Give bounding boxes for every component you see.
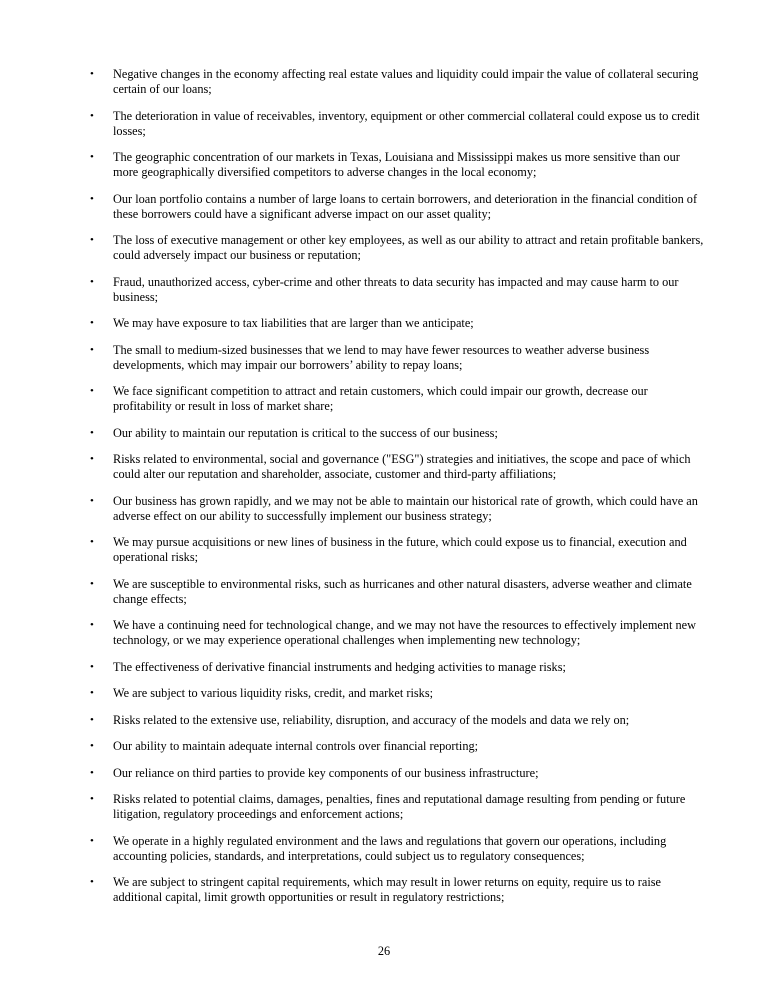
bullet-icon: •	[90, 536, 94, 548]
bullet-icon: •	[90, 234, 94, 246]
list-item	[90, 192, 705, 222]
bullet-text: Risks related to the extensive use, reliability, disruption, and accuracy of the models and data we rely on;	[113, 712, 630, 727]
bullet-icon: •	[90, 317, 94, 329]
bullet-icon: •	[90, 426, 94, 439]
bullet-text: We may have exposure to tax liabilities that are larger than we anticipate;	[113, 316, 474, 330]
bullet-icon: •	[90, 766, 94, 779]
bullet-text: The geographic concentration of our markets in Texas, Louisiana and Mississippi makes us more sensitive than our more geographically diversified competitors to adverse changes in the local economy;	[113, 150, 680, 179]
list-item	[90, 875, 705, 905]
bullet-text: Our ability to maintain adequate internal controls over financial reporting;	[113, 739, 479, 753]
bullet-icon: •	[90, 660, 94, 673]
bullet-text: The deterioration in value of receivables, inventory, equipment or other commercial collateral could expose us to credit losses;	[113, 108, 700, 138]
list-item	[90, 150, 705, 180]
bullet-icon: •	[90, 343, 94, 356]
bullet-icon: •	[90, 109, 94, 122]
list-item	[90, 384, 705, 414]
bullet-text: We operate in a highly regulated environment and the laws and regulations that govern our operations, including accounting policies, standards, and interpretations, could subject us to regulatory consequences;	[113, 833, 667, 863]
bullet-icon: •	[90, 68, 94, 80]
bullet-text: The small to medium-sized businesses that we lend to may have fewer resources to weather adverse business developments, which may impair our borrowers’ ability to repay loans;	[113, 342, 650, 372]
bullet-icon: •	[90, 619, 94, 631]
bullet-icon: •	[90, 453, 94, 465]
bullet-text: We are subject to various liquidity risks, credit, and market risks;	[113, 686, 434, 700]
bullet-text: We face significant competition to attract and retain customers, which could impair our growth, decrease our profitability or result in loss of market share;	[113, 384, 648, 413]
bullet-text: We are subject to stringent capital requirements, which may result in lower returns on equity, require us to raise additional capital, limit growth opportunities or result in regulatory restrictions;	[113, 875, 661, 904]
list-item	[90, 713, 705, 728]
bullet-text: Negative changes in the economy affecting real estate values and liquidity could impair the value of collateral securing certain of our loans;	[113, 67, 699, 96]
bullet-icon: •	[90, 192, 94, 205]
bullet-icon: •	[90, 834, 94, 847]
list-item	[90, 739, 705, 754]
bullet-text: We may pursue acquisitions or new lines of business in the future, which could expose us to financial, execution and operational risks;	[113, 535, 687, 564]
bullet-text: Risks related to potential claims, damages, penalties, fines and reputational damage resulting from pending or future litigation, regulatory proceedings and enforcement actions;	[113, 792, 686, 821]
list-item	[90, 426, 705, 441]
list-item	[90, 343, 705, 373]
bullet-icon: •	[90, 494, 94, 507]
list-item	[90, 316, 705, 331]
list-item	[90, 766, 705, 781]
list-item	[90, 660, 705, 675]
list-item	[90, 67, 705, 97]
bullet-icon: •	[90, 740, 94, 752]
list-item	[90, 618, 705, 648]
bullet-icon: •	[90, 577, 94, 590]
list-item	[90, 792, 705, 822]
list-item	[90, 577, 705, 607]
bullet-icon: •	[90, 385, 94, 397]
bullet-text: Fraud, unauthorized access, cyber-crime and other threats to data security has impacted and may cause harm to our business;	[113, 274, 679, 304]
bullet-text: We are susceptible to environmental risks, such as hurricanes and other natural disasters, adverse weather and climate change effects;	[113, 576, 692, 606]
bullet-text: Our business has grown rapidly, and we may not be able to maintain our historical rate of growth, which could have an adverse effect on our ability to successfully implement our business strategy;	[113, 493, 698, 523]
bullet-text: The loss of executive management or other key employees, as well as our ability to attract and retain profitable bankers, could adversely impact our business or reputation;	[113, 233, 704, 262]
list-item	[90, 452, 705, 482]
list-item	[90, 233, 705, 263]
bullet-text: We have a continuing need for technological change, and we may not have the resources to effectively implement new technology, or we may experience operational challenges when implementing new technology;	[113, 618, 697, 647]
bullet-text: Our ability to maintain our reputation is critical to the success of our business;	[113, 425, 498, 440]
bullet-icon: •	[90, 876, 94, 888]
bullet-text: Our reliance on third parties to provide key components of our business infrastructure;	[113, 765, 539, 780]
bullet-icon: •	[90, 275, 94, 288]
list-item	[90, 686, 705, 701]
list-item	[90, 834, 705, 864]
bullet-icon: •	[90, 713, 94, 726]
bullet-icon: •	[90, 151, 94, 163]
bullet-text: Risks related to environmental, social and governance ("ESG") strategies and initiatives, the scope and pace of which could alter our reputation and shareholder, associate, customer and third-party affiliations;	[113, 452, 691, 481]
list-item	[90, 494, 705, 524]
page-number: 26	[377, 944, 391, 958]
list-item	[90, 535, 705, 565]
bullet-icon: •	[90, 793, 94, 805]
list-item	[90, 275, 705, 305]
bullet-icon: •	[90, 687, 94, 699]
list-item	[90, 109, 705, 139]
bullet-text: The effectiveness of derivative financial instruments and hedging activities to manage risks;	[113, 659, 566, 674]
bullet-text: Our loan portfolio contains a number of large loans to certain borrowers, and deterioration in the financial condition of these borrowers could have a significant adverse impact on our asset quality;	[113, 191, 698, 221]
